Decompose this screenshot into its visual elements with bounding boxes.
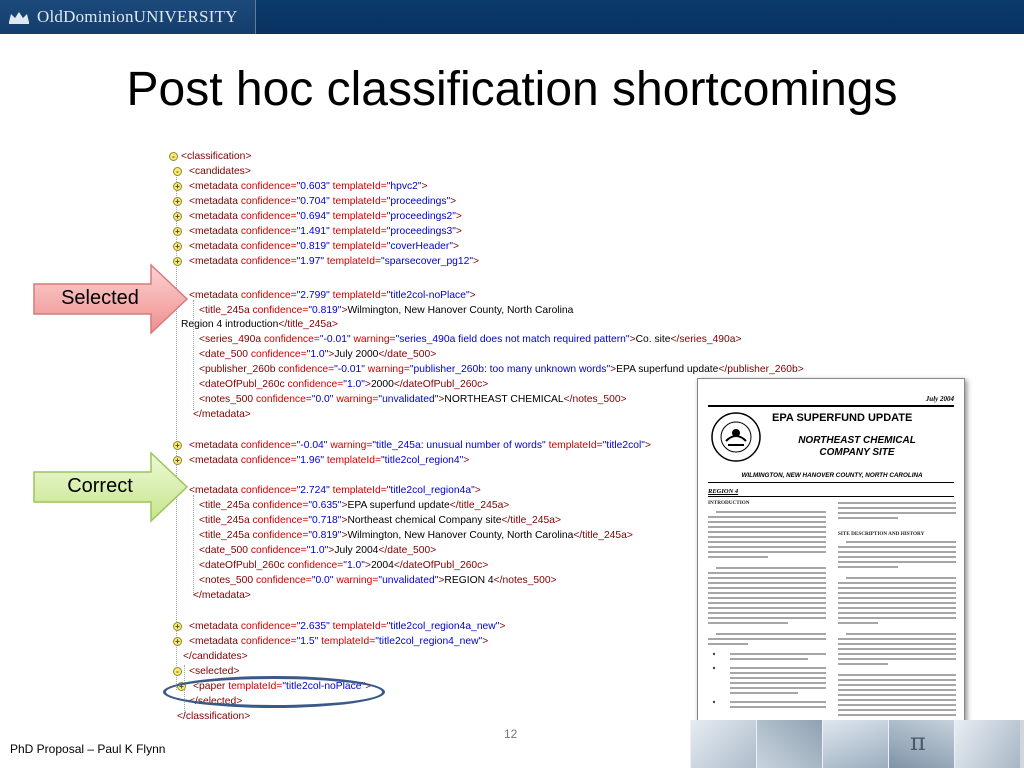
expand-icon[interactable]: + — [173, 456, 182, 465]
xml-line: <paper templateId="title2col-noPlace"> — [193, 681, 372, 692]
collapse-icon[interactable]: - — [169, 152, 178, 161]
doc-body-text-lines — [838, 501, 956, 531]
xml-line: <series_490a confidence="-0.01" warning="series_490a field does not match required pattern">Co. site</series_490a> — [199, 334, 742, 345]
xml-line: </candidates> — [183, 651, 248, 662]
conf-value: 1.97 — [300, 256, 321, 267]
conf-value: 2.724 — [300, 485, 327, 496]
divider — [708, 496, 954, 497]
xml-line: <metadata confidence="-0.04" warning="title_245a: unusual number of words" templateId="title2col"> — [189, 440, 651, 451]
document-thumbnail — [697, 378, 965, 722]
xml-line: <metadata confidence="0.704" templateId="proceedings"> — [189, 196, 457, 207]
xml-line: <notes_500 confidence="0.0" warning="unvalidated">NORTHEAST CHEMICAL</notes_500> — [199, 394, 627, 405]
doc-date: July 2004 — [925, 395, 954, 403]
divider — [708, 482, 954, 483]
field-text: REGION 4 — [444, 575, 494, 586]
template-id: title2col-noPlace — [285, 681, 362, 692]
highlight-oval — [163, 676, 385, 708]
template-id: title2col_region4a — [390, 485, 472, 496]
doc-subtitle: NORTHEAST CHEMICAL COMPANY SITE — [798, 435, 916, 458]
warning-text: title_245a: unusual number of words — [376, 440, 543, 451]
university-logo — [0, 0, 256, 34]
xml-line: </classification> — [177, 711, 251, 722]
xml-line: </selected> — [189, 696, 243, 707]
slide-title: Post hoc classification shortcomings — [126, 63, 898, 116]
expand-icon[interactable]: + — [173, 637, 182, 646]
doc-right-column — [838, 501, 956, 719]
xml-line: <metadata confidence="1.491" templateId="proceedings3"> — [189, 226, 462, 237]
conf-value: 1.491 — [300, 226, 327, 237]
xml-line: <title_245a confidence="0.635">EPA superfund update</title_245a> — [199, 500, 510, 511]
conf-value: 1.5 — [300, 636, 315, 647]
xml-line: <title_245a confidence="0.819">Wilmington, New Hanover County, North Carolina — [199, 305, 574, 316]
xml-line — [181, 150, 251, 164]
conf-value: 1.0 — [310, 545, 325, 556]
conf-value: 1.0 — [346, 379, 362, 390]
template-id: proceedings — [390, 196, 447, 207]
xml-line: </metadata> — [193, 590, 251, 601]
warning-text: series_490a field does not match required pattern — [399, 334, 626, 345]
decorative-image-strip — [690, 720, 1024, 768]
epa-seal-icon — [710, 411, 762, 463]
expand-icon[interactable]: + — [173, 227, 182, 236]
xml-line: <metadata confidence="2.724" templateId="title2col_region4a"> — [189, 485, 481, 496]
conf-value: 0.718 — [312, 515, 338, 526]
conf-value: 0.819 — [300, 241, 327, 252]
xml-line: <selected> — [189, 666, 240, 677]
expand-icon[interactable]: + — [173, 242, 182, 251]
xml-line: <metadata confidence="1.5" templateId="title2col_region4_new"> — [189, 636, 489, 647]
xml-line: <notes_500 confidence="0.0" warning="unvalidated">REGION 4</notes_500> — [199, 575, 557, 586]
field-text: 2000 — [370, 379, 394, 390]
expand-icon[interactable]: + — [173, 441, 182, 450]
template-id: hpvc2 — [390, 181, 418, 192]
conf-value: -0.04 — [300, 440, 324, 451]
xml-line: <publisher_260b confidence="-0.01" warning="publisher_260b: too many unknown words">EPA superfund update</publisher_260b> — [199, 364, 804, 375]
template-id: title2col_region4_new — [378, 636, 479, 647]
warning-text: publisher_260b: too many unknown words — [413, 364, 607, 375]
conf-value: 1.96 — [300, 455, 321, 466]
collapse-icon[interactable]: - — [173, 667, 182, 676]
xml-line: <title_245a confidence="0.718">Northeast chemical Company site</title_245a> — [199, 515, 561, 526]
xml-line: <metadata confidence="1.97" templateId="sparsecover_pg12"> — [189, 256, 480, 267]
conf-value: 0.819 — [312, 530, 338, 541]
tree-guide — [193, 300, 194, 410]
conf-value: 0.704 — [300, 196, 327, 207]
expand-icon[interactable]: + — [177, 682, 186, 691]
conf-value: 2.635 — [300, 621, 327, 632]
divider — [708, 405, 954, 407]
warning-text: unvalidated — [382, 575, 435, 586]
doc-body-text-lines — [838, 538, 956, 718]
doc-body-text-lines — [708, 506, 826, 716]
collapse-icon[interactable]: - — [173, 167, 182, 176]
conf-value: 0.603 — [300, 181, 327, 192]
selected-label: Selected — [61, 287, 139, 309]
template-id: coverHeader — [390, 241, 450, 252]
conf-value: 0.635 — [312, 500, 338, 511]
doc-location: WILMINGTON, NEW HANOVER COUNTY, NORTH CAROLINA — [741, 472, 923, 479]
template-id: title2col-noPlace — [390, 290, 466, 301]
xml-line: Region 4 introduction</title_245a> — [181, 319, 338, 330]
crown-icon — [7, 9, 31, 25]
warning-text: unvalidated — [382, 394, 435, 405]
doc-region: REGION 4 — [708, 488, 739, 495]
template-id: proceedings2 — [390, 211, 453, 222]
footer-text: PhD Proposal – Paul K Flynn — [10, 742, 166, 756]
expand-icon[interactable]: + — [173, 212, 182, 221]
field-text: EPA superfund update — [616, 364, 719, 375]
template-id: title2col_region4 — [384, 455, 460, 466]
field-text: 2004 — [370, 560, 394, 571]
conf-value: 0.694 — [300, 211, 327, 222]
xml-line — [189, 165, 251, 179]
xml-line: <metadata confidence="2.635" templateId="title2col_region4a_new"> — [189, 621, 506, 632]
expand-icon[interactable]: + — [173, 182, 182, 191]
field-text: Wilmington, New Hanover County, North Carolina — [347, 305, 574, 316]
field-text: Wilmington, New Hanover County, North Carolina — [347, 530, 574, 541]
conf-value: 0.0 — [315, 575, 330, 586]
conf-value: 2.799 — [300, 290, 327, 301]
doc-site-heading: SITE DESCRIPTION AND HISTORY — [838, 531, 925, 538]
xml-tag: <candidates> — [189, 166, 251, 177]
template-id: title2col_region4a_new — [390, 621, 496, 632]
tree-guide — [193, 495, 194, 595]
xml-line: <metadata confidence="1.96" templateId="title2col_region4"> — [189, 455, 470, 466]
field-text: Region 4 introduction — [181, 319, 279, 330]
xml-line: <dateOfPubl_260c confidence="1.0">2004</dateOfPubl_260c> — [199, 560, 489, 571]
template-id: title2col — [606, 440, 642, 451]
template-id: proceedings3 — [390, 226, 453, 237]
conf-value: 0.0 — [315, 394, 330, 405]
doc-left-column — [708, 501, 826, 718]
field-text: Northeast chemical Company site — [347, 515, 502, 526]
correct-label: Correct — [67, 475, 133, 497]
field-text: July 2004 — [334, 545, 379, 556]
logo-text: OldDominionUNIVERSITY — [37, 7, 238, 26]
xml-tag: <classification> — [181, 151, 252, 162]
conf-value: -0.01 — [323, 334, 347, 345]
expand-icon[interactable]: + — [173, 197, 182, 206]
conf-value: 0.819 — [312, 305, 338, 316]
xml-line: <dateOfPubl_260c confidence="1.0">2000</dateOfPubl_260c> — [199, 379, 489, 390]
page-number: 12 — [504, 727, 518, 741]
template-id: sparsecover_pg12 — [384, 256, 470, 267]
field-text: July 2000 — [334, 349, 379, 360]
pi-symbol-icon: π — [910, 728, 926, 756]
conf-value: -0.01 — [337, 364, 362, 375]
xml-line: <date_500 confidence="1.0">July 2000</date_500> — [199, 349, 437, 360]
expand-icon[interactable]: + — [173, 257, 182, 266]
xml-tree-panel — [163, 150, 804, 722]
xml-line: <metadata confidence="0.694" templateId="proceedings2"> — [189, 211, 462, 222]
xml-line: <metadata confidence="0.819" templateId="coverHeader"> — [189, 241, 459, 252]
xml-line: </metadata> — [193, 409, 251, 420]
expand-icon[interactable]: + — [173, 622, 182, 631]
xml-line: <title_245a confidence="0.819">Wilmington, New Hanover County, North Carolina</title_245a> — [199, 530, 633, 541]
field-text: EPA superfund update — [347, 500, 450, 511]
doc-title: EPA SUPERFUND UPDATE — [772, 412, 913, 424]
doc-intro-heading: INTRODUCTION — [708, 500, 750, 506]
conf-value: 1.0 — [310, 349, 325, 360]
conf-value: 1.0 — [346, 560, 362, 571]
field-text: Co. site — [635, 334, 671, 345]
xml-line: <metadata confidence="0.603" templateId="hpvc2"> — [189, 181, 428, 192]
xml-line: <metadata confidence="2.799" templateId="title2col-noPlace"> — [189, 290, 476, 301]
xml-line: <date_500 confidence="1.0">July 2004</date_500> — [199, 545, 437, 556]
field-text: NORTHEAST CHEMICAL — [444, 394, 564, 405]
